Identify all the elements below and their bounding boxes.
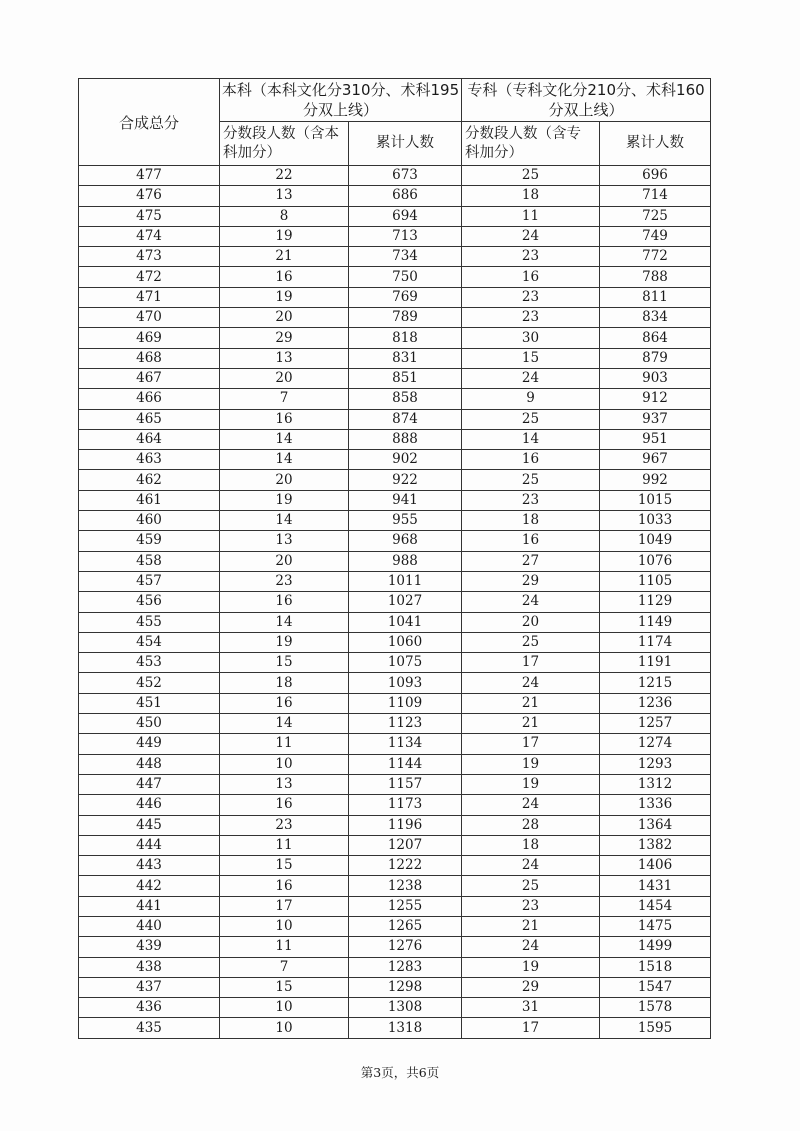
cell-undergrad-count: 19 (220, 287, 349, 307)
cell-undergrad-count: 16 (220, 267, 349, 287)
cell-college-cumulative: 1015 (600, 490, 711, 510)
cell-undergrad-cumulative: 831 (349, 348, 462, 368)
cell-undergrad-cumulative: 1318 (349, 1018, 462, 1038)
cell-college-cumulative: 1382 (600, 835, 711, 855)
table-row (79, 977, 711, 997)
cell-college-cumulative: 1215 (600, 673, 711, 693)
table-row (79, 308, 711, 328)
cell-total-score: 450 (79, 714, 220, 734)
cell-total-score: 457 (79, 571, 220, 591)
cell-college-cumulative: 1578 (600, 998, 711, 1018)
cell-college-count: 11 (462, 206, 600, 226)
cell-undergrad-cumulative: 1196 (349, 815, 462, 835)
cell-total-score: 470 (79, 308, 220, 328)
cell-college-cumulative: 1431 (600, 876, 711, 896)
table-row (79, 693, 711, 713)
cell-total-score: 460 (79, 511, 220, 531)
table-row (79, 754, 711, 774)
cell-undergrad-cumulative: 1093 (349, 673, 462, 693)
cell-undergrad-cumulative: 1134 (349, 734, 462, 754)
cell-total-score: 449 (79, 734, 220, 754)
header-college-line2: 分双上线） (548, 101, 624, 119)
table-row (79, 551, 711, 571)
cell-college-count: 17 (462, 1018, 600, 1038)
cell-college-cumulative: 1364 (600, 815, 711, 835)
cell-undergrad-count: 8 (220, 206, 349, 226)
cell-undergrad-count: 20 (220, 551, 349, 571)
table-row (79, 774, 711, 794)
cell-total-score: 455 (79, 612, 220, 632)
cell-college-count: 24 (462, 592, 600, 612)
cell-undergrad-count: 14 (220, 429, 349, 449)
table-row (79, 166, 711, 186)
cell-undergrad-cumulative: 888 (349, 429, 462, 449)
cell-undergrad-count: 19 (220, 632, 349, 652)
cell-college-count: 14 (462, 429, 600, 449)
cell-total-score: 435 (79, 1018, 220, 1038)
table-body (79, 166, 711, 1039)
cell-undergrad-cumulative: 694 (349, 206, 462, 226)
cell-undergrad-count: 23 (220, 571, 349, 591)
cell-undergrad-cumulative: 1157 (349, 774, 462, 794)
table-row (79, 795, 711, 815)
cell-college-cumulative: 1454 (600, 896, 711, 916)
cell-college-count: 19 (462, 754, 600, 774)
cell-undergrad-count: 11 (220, 835, 349, 855)
table-row (79, 998, 711, 1018)
cell-undergrad-cumulative: 1207 (349, 835, 462, 855)
cell-undergrad-count: 20 (220, 308, 349, 328)
cell-college-count: 24 (462, 673, 600, 693)
cell-college-count: 25 (462, 166, 600, 186)
cell-total-score: 452 (79, 673, 220, 693)
header-undergrad-count-line2: 科加分） (223, 144, 281, 161)
table-row (79, 287, 711, 307)
cell-total-score: 447 (79, 774, 220, 794)
cell-total-score: 437 (79, 977, 220, 997)
cell-college-count: 15 (462, 348, 600, 368)
cell-college-cumulative: 1312 (600, 774, 711, 794)
cell-college-count: 21 (462, 693, 600, 713)
cell-total-score: 461 (79, 490, 220, 510)
header-college-cumulative: 累计人数 (600, 122, 711, 166)
cell-total-score: 443 (79, 856, 220, 876)
cell-total-score: 473 (79, 247, 220, 267)
cell-college-cumulative: 912 (600, 389, 711, 409)
table-row (79, 368, 711, 388)
cell-undergrad-cumulative: 1308 (349, 998, 462, 1018)
cell-undergrad-count: 16 (220, 693, 349, 713)
cell-undergrad-cumulative: 1109 (349, 693, 462, 713)
header-undergrad-count-line1: 分数段人数（含本 (223, 125, 339, 142)
cell-undergrad-cumulative: 769 (349, 287, 462, 307)
table-row (79, 937, 711, 957)
cell-college-count: 25 (462, 470, 600, 490)
cell-total-score: 474 (79, 226, 220, 246)
cell-college-cumulative: 1499 (600, 937, 711, 957)
cell-total-score: 471 (79, 287, 220, 307)
cell-college-count: 16 (462, 531, 600, 551)
cell-college-count: 24 (462, 368, 600, 388)
cell-undergrad-count: 13 (220, 348, 349, 368)
cell-undergrad-count: 10 (220, 1018, 349, 1038)
score-distribution-table (78, 78, 711, 1039)
cell-total-score: 445 (79, 815, 220, 835)
cell-college-count: 23 (462, 308, 600, 328)
cell-college-cumulative: 951 (600, 429, 711, 449)
cell-total-score: 464 (79, 429, 220, 449)
cell-undergrad-cumulative: 1075 (349, 653, 462, 673)
cell-college-count: 25 (462, 409, 600, 429)
header-college-count (462, 122, 600, 166)
cell-total-score: 467 (79, 368, 220, 388)
cell-college-count: 17 (462, 734, 600, 754)
table-row (79, 389, 711, 409)
cell-undergrad-cumulative: 1276 (349, 937, 462, 957)
cell-college-cumulative: 1336 (600, 795, 711, 815)
cell-college-cumulative: 1049 (600, 531, 711, 551)
cell-undergrad-count: 29 (220, 328, 349, 348)
cell-college-count: 25 (462, 632, 600, 652)
cell-college-cumulative: 1406 (600, 856, 711, 876)
cell-undergrad-cumulative: 1222 (349, 856, 462, 876)
cell-undergrad-cumulative: 1060 (349, 632, 462, 652)
cell-college-cumulative: 1518 (600, 957, 711, 977)
cell-undergrad-cumulative: 818 (349, 328, 462, 348)
cell-college-cumulative: 967 (600, 450, 711, 470)
header-undergrad-group (220, 79, 462, 122)
cell-total-score: 469 (79, 328, 220, 348)
table-row (79, 815, 711, 835)
cell-college-count: 18 (462, 186, 600, 206)
cell-total-score: 442 (79, 876, 220, 896)
cell-total-score: 475 (79, 206, 220, 226)
table-row (79, 592, 711, 612)
cell-college-count: 24 (462, 226, 600, 246)
cell-undergrad-cumulative: 1255 (349, 896, 462, 916)
cell-undergrad-cumulative: 902 (349, 450, 462, 470)
cell-undergrad-count: 10 (220, 754, 349, 774)
table-row (79, 531, 711, 551)
cell-undergrad-cumulative: 789 (349, 308, 462, 328)
table-row (79, 714, 711, 734)
cell-college-count: 30 (462, 328, 600, 348)
cell-undergrad-cumulative: 1265 (349, 916, 462, 936)
cell-total-score: 456 (79, 592, 220, 612)
cell-college-count: 21 (462, 916, 600, 936)
cell-college-cumulative: 696 (600, 166, 711, 186)
cell-undergrad-count: 17 (220, 896, 349, 916)
cell-college-cumulative: 879 (600, 348, 711, 368)
table-row (79, 653, 711, 673)
cell-total-score: 472 (79, 267, 220, 287)
cell-undergrad-count: 23 (220, 815, 349, 835)
cell-undergrad-cumulative: 1144 (349, 754, 462, 774)
cell-college-count: 18 (462, 511, 600, 531)
cell-undergrad-cumulative: 1011 (349, 571, 462, 591)
cell-undergrad-count: 15 (220, 856, 349, 876)
cell-college-cumulative: 1129 (600, 592, 711, 612)
page-number-footer: 第3页，共6页 (360, 1065, 440, 1080)
table-row (79, 896, 711, 916)
cell-college-count: 25 (462, 876, 600, 896)
cell-undergrad-count: 14 (220, 612, 349, 632)
cell-total-score: 438 (79, 957, 220, 977)
cell-total-score: 458 (79, 551, 220, 571)
cell-total-score: 476 (79, 186, 220, 206)
table-row (79, 429, 711, 449)
cell-undergrad-count: 10 (220, 998, 349, 1018)
table-row (79, 490, 711, 510)
table-row (79, 226, 711, 246)
cell-undergrad-cumulative: 734 (349, 247, 462, 267)
cell-college-count: 21 (462, 714, 600, 734)
cell-undergrad-count: 18 (220, 673, 349, 693)
cell-total-score: 451 (79, 693, 220, 713)
cell-undergrad-cumulative: 1283 (349, 957, 462, 977)
table-row (79, 450, 711, 470)
cell-undergrad-cumulative: 941 (349, 490, 462, 510)
cell-undergrad-count: 21 (220, 247, 349, 267)
cell-college-cumulative: 937 (600, 409, 711, 429)
cell-total-score: 436 (79, 998, 220, 1018)
header-college-count-line2: 科加分） (465, 144, 524, 161)
cell-undergrad-cumulative: 922 (349, 470, 462, 490)
header-undergrad-line2: 分双上线） (303, 101, 379, 119)
header-college-line1: 专科（专科文化分210分、术科160 (467, 81, 705, 99)
cell-total-score: 477 (79, 166, 220, 186)
cell-undergrad-count: 13 (220, 186, 349, 206)
table-row (79, 470, 711, 490)
table-row (79, 267, 711, 287)
cell-college-count: 28 (462, 815, 600, 835)
cell-undergrad-count: 7 (220, 957, 349, 977)
cell-college-cumulative: 1475 (600, 916, 711, 936)
table-row (79, 348, 711, 368)
cell-total-score: 468 (79, 348, 220, 368)
cell-undergrad-cumulative: 713 (349, 226, 462, 246)
table-row (79, 957, 711, 977)
cell-college-cumulative: 1236 (600, 693, 711, 713)
header-undergrad-count (220, 122, 349, 166)
cell-undergrad-cumulative: 968 (349, 531, 462, 551)
cell-college-cumulative: 834 (600, 308, 711, 328)
table-row (79, 612, 711, 632)
cell-total-score: 463 (79, 450, 220, 470)
cell-total-score: 446 (79, 795, 220, 815)
cell-college-count: 27 (462, 551, 600, 571)
cell-undergrad-cumulative: 1173 (349, 795, 462, 815)
cell-college-count: 31 (462, 998, 600, 1018)
cell-college-count: 29 (462, 571, 600, 591)
cell-college-count: 9 (462, 389, 600, 409)
cell-undergrad-cumulative: 955 (349, 511, 462, 531)
cell-undergrad-count: 19 (220, 490, 349, 510)
cell-undergrad-cumulative: 686 (349, 186, 462, 206)
cell-undergrad-count: 14 (220, 450, 349, 470)
cell-total-score: 440 (79, 916, 220, 936)
header-college-count-line1: 分数段人数（含专 (465, 125, 582, 142)
header-undergrad-line1: 本科（本科文化分310分、术科195 (221, 81, 460, 99)
cell-undergrad-count: 16 (220, 409, 349, 429)
header-undergrad-cumulative: 累计人数 (349, 122, 462, 166)
cell-undergrad-count: 15 (220, 653, 349, 673)
cell-college-cumulative: 1076 (600, 551, 711, 571)
table-row (79, 856, 711, 876)
table-row (79, 1018, 711, 1038)
table-row (79, 876, 711, 896)
cell-college-count: 19 (462, 774, 600, 794)
cell-undergrad-cumulative: 673 (349, 166, 462, 186)
cell-college-cumulative: 788 (600, 267, 711, 287)
cell-college-cumulative: 864 (600, 328, 711, 348)
cell-college-cumulative: 1293 (600, 754, 711, 774)
cell-college-count: 24 (462, 937, 600, 957)
cell-college-cumulative: 772 (600, 247, 711, 267)
cell-total-score: 462 (79, 470, 220, 490)
cell-college-count: 19 (462, 957, 600, 977)
cell-total-score: 466 (79, 389, 220, 409)
cell-undergrad-count: 15 (220, 977, 349, 997)
cell-college-cumulative: 1191 (600, 653, 711, 673)
cell-college-cumulative: 749 (600, 226, 711, 246)
cell-college-cumulative: 1033 (600, 511, 711, 531)
header-college-group (462, 79, 711, 122)
cell-undergrad-count: 20 (220, 368, 349, 388)
table-row (79, 835, 711, 855)
cell-college-cumulative: 1257 (600, 714, 711, 734)
table-row (79, 632, 711, 652)
cell-college-count: 24 (462, 795, 600, 815)
cell-undergrad-count: 20 (220, 470, 349, 490)
cell-college-count: 16 (462, 450, 600, 470)
cell-undergrad-count: 13 (220, 531, 349, 551)
cell-undergrad-cumulative: 1298 (349, 977, 462, 997)
cell-college-cumulative: 1274 (600, 734, 711, 754)
cell-college-count: 24 (462, 856, 600, 876)
cell-college-cumulative: 1149 (600, 612, 711, 632)
cell-college-count: 18 (462, 835, 600, 855)
cell-undergrad-cumulative: 858 (349, 389, 462, 409)
cell-undergrad-count: 19 (220, 226, 349, 246)
cell-undergrad-cumulative: 1123 (349, 714, 462, 734)
cell-total-score: 439 (79, 937, 220, 957)
cell-undergrad-count: 14 (220, 511, 349, 531)
cell-total-score: 441 (79, 896, 220, 916)
cell-total-score: 448 (79, 754, 220, 774)
table-row (79, 673, 711, 693)
cell-college-cumulative: 714 (600, 186, 711, 206)
cell-undergrad-count: 16 (220, 876, 349, 896)
table-row (79, 916, 711, 936)
cell-undergrad-count: 16 (220, 795, 349, 815)
cell-undergrad-count: 7 (220, 389, 349, 409)
cell-college-cumulative: 992 (600, 470, 711, 490)
cell-total-score: 444 (79, 835, 220, 855)
cell-undergrad-cumulative: 1041 (349, 612, 462, 632)
cell-college-count: 20 (462, 612, 600, 632)
cell-undergrad-count: 13 (220, 774, 349, 794)
cell-college-count: 23 (462, 896, 600, 916)
cell-total-score: 459 (79, 531, 220, 551)
table-row (79, 734, 711, 754)
cell-total-score: 465 (79, 409, 220, 429)
cell-total-score: 453 (79, 653, 220, 673)
cell-college-count: 23 (462, 247, 600, 267)
cell-college-cumulative: 725 (600, 206, 711, 226)
cell-college-count: 17 (462, 653, 600, 673)
cell-undergrad-count: 14 (220, 714, 349, 734)
cell-undergrad-cumulative: 988 (349, 551, 462, 571)
cell-college-count: 29 (462, 977, 600, 997)
cell-undergrad-cumulative: 1238 (349, 876, 462, 896)
cell-undergrad-count: 11 (220, 937, 349, 957)
cell-undergrad-count: 10 (220, 916, 349, 936)
cell-college-cumulative: 903 (600, 368, 711, 388)
cell-undergrad-count: 11 (220, 734, 349, 754)
cell-college-count: 23 (462, 287, 600, 307)
header-total-score: 合成总分 (79, 79, 220, 166)
cell-undergrad-cumulative: 851 (349, 368, 462, 388)
cell-undergrad-count: 16 (220, 592, 349, 612)
table-row (79, 186, 711, 206)
cell-college-count: 16 (462, 267, 600, 287)
table-row (79, 206, 711, 226)
cell-college-cumulative: 811 (600, 287, 711, 307)
cell-undergrad-count: 22 (220, 166, 349, 186)
table-row (79, 571, 711, 591)
cell-college-cumulative: 1105 (600, 571, 711, 591)
table-row (79, 247, 711, 267)
cell-undergrad-cumulative: 1027 (349, 592, 462, 612)
cell-total-score: 454 (79, 632, 220, 652)
cell-undergrad-cumulative: 750 (349, 267, 462, 287)
cell-undergrad-cumulative: 874 (349, 409, 462, 429)
table-row (79, 328, 711, 348)
cell-college-cumulative: 1595 (600, 1018, 711, 1038)
cell-college-cumulative: 1174 (600, 632, 711, 652)
table-row (79, 409, 711, 429)
cell-college-cumulative: 1547 (600, 977, 711, 997)
table-row (79, 511, 711, 531)
cell-college-count: 23 (462, 490, 600, 510)
